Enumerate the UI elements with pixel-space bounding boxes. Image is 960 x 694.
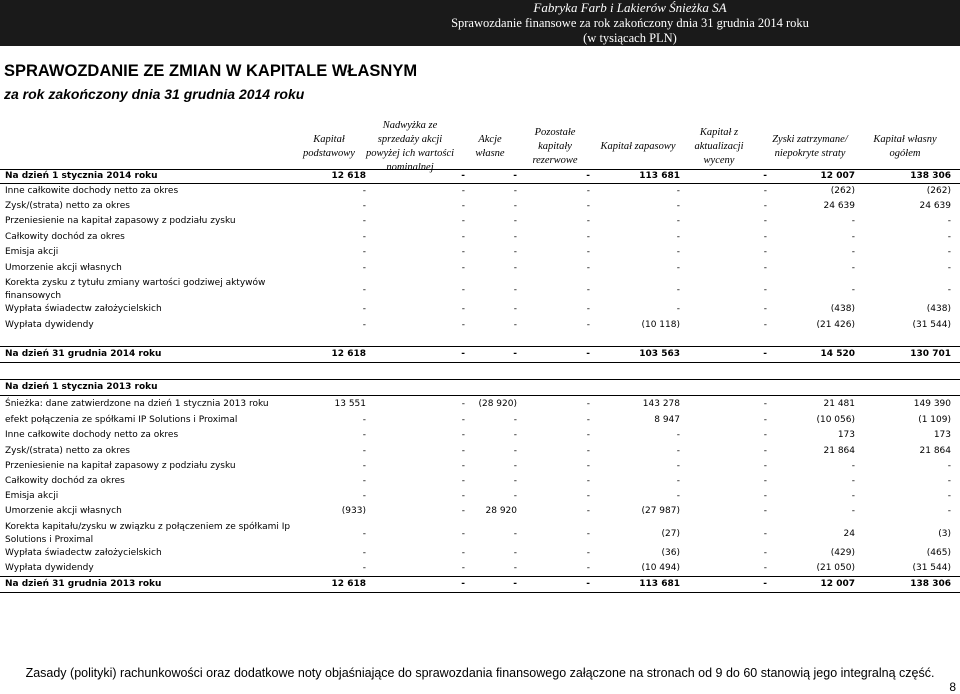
table-cell: 8 947 xyxy=(654,415,680,425)
column-header: Zyski zatrzymane/ niepokryte straty xyxy=(772,134,848,159)
table-cell: - xyxy=(947,232,951,242)
table-cell: - xyxy=(676,285,680,295)
table-cell: - xyxy=(586,232,590,242)
table-cell: (3) xyxy=(938,529,951,539)
row-label: Wypłata świadectw założycielskich xyxy=(5,304,162,314)
report-subtitle: Sprawozdanie finansowe za rok zakończony dnia 31 grudnia 2014 roku xyxy=(451,16,809,30)
row-label: Wypłata dywidendy xyxy=(5,563,94,573)
table-cell: - xyxy=(676,186,680,196)
table-cell: (10 494) xyxy=(641,563,680,573)
table-cell: - xyxy=(851,263,855,273)
table-cell: - xyxy=(461,247,465,257)
table-rule xyxy=(0,592,960,593)
row-label: Zysk/(strata) netto za okres xyxy=(5,446,130,456)
table-cell: - xyxy=(586,320,590,330)
company-name: Fabryka Farb i Lakierów Śnieżka SA xyxy=(533,0,727,15)
table-rule xyxy=(0,379,960,380)
table-cell: (465) xyxy=(926,548,951,558)
table-cell: 21 864 xyxy=(919,446,951,456)
table-row xyxy=(0,276,960,304)
table-row xyxy=(0,199,960,214)
table-cell: - xyxy=(513,232,517,242)
table-cell: 173 xyxy=(837,430,855,440)
report-header-band xyxy=(0,0,960,46)
table-cell: 12 007 xyxy=(820,171,855,181)
table-cell: - xyxy=(763,491,767,501)
column-header: Kapitał podstawowy xyxy=(303,134,355,159)
table-cell: - xyxy=(763,263,767,273)
table-cell: - xyxy=(676,263,680,273)
table-cell: - xyxy=(763,506,767,516)
table-rule xyxy=(0,362,960,363)
table-cell: 130 701 xyxy=(910,349,951,359)
row-label: Umorzenie akcji własnych xyxy=(5,506,122,516)
table-cell: 28 920 xyxy=(485,506,517,516)
column-header: Kapitał zapasowy xyxy=(600,141,676,152)
table-row xyxy=(0,245,960,260)
table-cell: - xyxy=(586,506,590,516)
table-cell: (933) xyxy=(341,506,366,516)
row-label: Inne całkowite dochody netto za okres xyxy=(5,430,179,440)
table-row xyxy=(0,561,960,576)
table-cell: - xyxy=(676,201,680,211)
table-cell: - xyxy=(461,186,465,196)
table-cell: - xyxy=(461,285,465,295)
table-row xyxy=(0,428,960,443)
table-cell: - xyxy=(362,563,366,573)
row-label: Inne całkowite dochody netto za okres xyxy=(5,186,179,196)
statement-title: SPRAWOZDANIE ZE ZMIAN W KAPITALE WŁASNYM xyxy=(4,62,418,80)
table-cell: (28 920) xyxy=(478,399,517,409)
table-cell: - xyxy=(461,415,465,425)
table-cell: - xyxy=(513,171,517,181)
table-cell: - xyxy=(851,216,855,226)
table-row xyxy=(0,184,960,199)
row-label xyxy=(5,521,290,547)
table-cell: - xyxy=(763,186,767,196)
table-cell: 12 618 xyxy=(331,579,366,589)
table-cell: - xyxy=(676,446,680,456)
table-cell: - xyxy=(461,506,465,516)
table-cell: 149 390 xyxy=(913,399,951,409)
table-cell: - xyxy=(947,476,951,486)
table-cell: - xyxy=(513,349,517,359)
column-header: Akcje własne xyxy=(475,134,505,159)
table-cell: (10 118) xyxy=(641,320,680,330)
row-label: Wypłata dywidendy xyxy=(5,320,94,330)
table-cell: - xyxy=(362,320,366,330)
table-cell: - xyxy=(513,285,517,295)
table-cell: (438) xyxy=(926,304,951,314)
table-cell: (262) xyxy=(830,186,855,196)
column-header: Pozostałe kapitały rezerwowe xyxy=(532,127,578,166)
table-cell: (438) xyxy=(830,304,855,314)
table-cell: 12 618 xyxy=(331,171,366,181)
table-cell: - xyxy=(586,349,590,359)
table-cell: - xyxy=(362,476,366,486)
table-cell: - xyxy=(676,232,680,242)
table-cell: (36) xyxy=(661,548,680,558)
table-cell: - xyxy=(513,304,517,314)
table-cell: - xyxy=(586,263,590,273)
table-cell: 21 481 xyxy=(823,399,855,409)
table-cell: - xyxy=(513,529,517,539)
row-label: Emisja akcji xyxy=(5,247,59,257)
table-cell: - xyxy=(676,491,680,501)
table-cell: - xyxy=(763,201,767,211)
table-cell: - xyxy=(586,171,590,181)
table-cell: - xyxy=(461,232,465,242)
table-cell: - xyxy=(851,491,855,501)
table-cell: - xyxy=(362,446,366,456)
row-label-line: Solutions i Proximal xyxy=(5,535,94,545)
table-cell: - xyxy=(947,491,951,501)
row-label: Przeniesienie na kapitał zapasowy z podziału zysku xyxy=(5,216,236,226)
row-label: Umorzenie akcji własnych xyxy=(5,263,122,273)
table-cell: - xyxy=(513,579,517,589)
table-cell: - xyxy=(461,563,465,573)
table-rule xyxy=(0,576,960,577)
table-cell: - xyxy=(461,399,465,409)
table-cell: - xyxy=(513,476,517,486)
table-cell: 138 306 xyxy=(910,171,951,181)
table-cell: - xyxy=(513,491,517,501)
table-cell: (27) xyxy=(661,529,680,539)
table-cell: - xyxy=(461,320,465,330)
table-cell: - xyxy=(461,216,465,226)
table-row xyxy=(0,577,960,592)
table-cell: - xyxy=(676,247,680,257)
table-cell: - xyxy=(586,304,590,314)
table-cell: - xyxy=(362,263,366,273)
table-cell: - xyxy=(586,563,590,573)
row-label: Wypłata świadectw założycielskich xyxy=(5,548,162,558)
table-row xyxy=(0,214,960,229)
table-rule xyxy=(0,346,960,347)
table-cell: - xyxy=(362,415,366,425)
table-cell: - xyxy=(586,430,590,440)
table-cell: - xyxy=(851,285,855,295)
table-cell: - xyxy=(851,232,855,242)
table-cell: - xyxy=(676,304,680,314)
table-cell: - xyxy=(851,506,855,516)
table-cell: - xyxy=(763,232,767,242)
table-row xyxy=(0,413,960,428)
table-cell: - xyxy=(586,548,590,558)
table-cell: - xyxy=(763,529,767,539)
table-cell: - xyxy=(362,304,366,314)
row-label: Emisja akcji xyxy=(5,491,59,501)
table-cell: - xyxy=(851,247,855,257)
table-cell: (262) xyxy=(926,186,951,196)
table-cell: - xyxy=(586,491,590,501)
table-cell: - xyxy=(461,430,465,440)
table-cell: 13 551 xyxy=(334,399,366,409)
table-cell: 103 563 xyxy=(639,349,680,359)
row-label-line: Korekta kapitału/zysku w związku z połączeniem ze spółkami Ip xyxy=(5,522,291,532)
table-cell: - xyxy=(461,263,465,273)
table-cell: - xyxy=(763,461,767,471)
table-cell: - xyxy=(763,446,767,456)
table-cell: - xyxy=(586,415,590,425)
table-cell: 113 681 xyxy=(639,171,680,181)
table-cell: 12 007 xyxy=(820,579,855,589)
table-cell: - xyxy=(586,579,590,589)
table-cell: - xyxy=(947,285,951,295)
row-label: Całkowity dochód za okres xyxy=(5,232,125,242)
table-row xyxy=(0,347,960,362)
table-cell: 12 618 xyxy=(331,349,366,359)
table-cell: - xyxy=(947,263,951,273)
table-cell: 24 xyxy=(843,529,855,539)
table-cell: - xyxy=(586,201,590,211)
table-rule xyxy=(0,169,960,170)
row-label: Zysk/(strata) netto za okres xyxy=(5,201,130,211)
table-cell: - xyxy=(362,232,366,242)
table-cell: - xyxy=(513,430,517,440)
row-label: Na dzień 1 stycznia 2014 roku xyxy=(5,171,158,181)
table-cell: - xyxy=(362,216,366,226)
table-cell: - xyxy=(763,430,767,440)
row-label-line: Korekta zysku z tytułu zmiany wartości godziwej aktywów xyxy=(5,278,266,288)
page-number: 8 xyxy=(949,680,956,694)
table-cell: (429) xyxy=(830,548,855,558)
table-cell: (21 050) xyxy=(816,563,855,573)
table-cell: - xyxy=(586,529,590,539)
table-cell: (21 426) xyxy=(816,320,855,330)
table-cell: - xyxy=(362,285,366,295)
table-cell: - xyxy=(513,415,517,425)
table-cell: - xyxy=(461,491,465,501)
table-cell: - xyxy=(362,430,366,440)
table-cell: 21 864 xyxy=(823,446,855,456)
table-cell: - xyxy=(513,320,517,330)
table-cell: 24 639 xyxy=(919,201,951,211)
table-rule xyxy=(0,183,960,184)
table-cell: - xyxy=(586,247,590,257)
table-cell: - xyxy=(461,349,465,359)
table-cell: - xyxy=(461,171,465,181)
table-cell: - xyxy=(513,446,517,456)
row-label xyxy=(5,277,265,303)
table-row xyxy=(0,474,960,489)
table-cell: - xyxy=(461,304,465,314)
table-cell: - xyxy=(586,285,590,295)
currency-unit: (w tysiącach PLN) xyxy=(583,31,677,45)
table-cell: - xyxy=(676,430,680,440)
table-cell: - xyxy=(763,285,767,295)
table-cell: - xyxy=(586,476,590,486)
table-row xyxy=(0,489,960,504)
table-row xyxy=(0,459,960,474)
table-cell: - xyxy=(676,476,680,486)
row-label: Na dzień 31 grudnia 2013 roku xyxy=(5,579,162,589)
row-label: Całkowity dochód za okres xyxy=(5,476,125,486)
table-cell: - xyxy=(586,461,590,471)
table-cell: - xyxy=(513,563,517,573)
table-cell: - xyxy=(676,461,680,471)
table-cell: - xyxy=(947,506,951,516)
table-cell: 173 xyxy=(933,430,951,440)
table-cell: - xyxy=(461,201,465,211)
table-cell: - xyxy=(947,461,951,471)
row-label: Przeniesienie na kapitał zapasowy z podziału zysku xyxy=(5,461,236,471)
table-cell: - xyxy=(461,579,465,589)
table-cell: - xyxy=(513,216,517,226)
table-cell: - xyxy=(851,476,855,486)
table-cell: - xyxy=(586,216,590,226)
table-row xyxy=(0,504,960,519)
row-label: efekt połączenia ze spółkami IP Solutions i Proximal xyxy=(5,415,238,425)
table-cell: - xyxy=(763,579,767,589)
table-cell: (31 544) xyxy=(912,320,951,330)
table-cell: - xyxy=(461,461,465,471)
table-cell: - xyxy=(362,461,366,471)
column-header: Nadwyżka ze sprzedaży akcji powyżej ich wartości nominalnej xyxy=(365,120,455,173)
table-cell: - xyxy=(851,461,855,471)
footer-note: Zasady (polityki) rachunkowości oraz dodatkowe noty objaśniające do sprawozdania finansowego załączone na stronach od 9 do 60 stanowią jego integralną część. xyxy=(25,666,935,680)
row-label: Na dzień 31 grudnia 2014 roku xyxy=(5,349,162,359)
table-row xyxy=(0,520,960,548)
row-label: Śnieżka: dane zatwierdzone na dzień 1 stycznia 2013 roku xyxy=(5,399,269,409)
table-cell: - xyxy=(763,399,767,409)
table-cell: - xyxy=(763,415,767,425)
table-cell: (27 987) xyxy=(641,506,680,516)
table-row xyxy=(0,230,960,245)
column-header: Kapitał z aktualizacji wyceny xyxy=(694,127,744,166)
table-cell: - xyxy=(362,529,366,539)
section-heading: Na dzień 1 stycznia 2013 roku xyxy=(5,382,158,392)
table-cell: (1 109) xyxy=(918,415,951,425)
table-cell: 24 639 xyxy=(823,201,855,211)
table-cell: - xyxy=(676,216,680,226)
table-cell: - xyxy=(513,461,517,471)
table-cell: - xyxy=(763,171,767,181)
table-rule xyxy=(0,395,960,396)
table-cell: - xyxy=(362,491,366,501)
table-cell: - xyxy=(362,201,366,211)
table-row xyxy=(0,397,960,412)
row-label-line: finansowych xyxy=(5,291,62,301)
table-cell: - xyxy=(513,263,517,273)
table-cell: - xyxy=(461,446,465,456)
table-row xyxy=(0,546,960,561)
table-cell: - xyxy=(763,349,767,359)
table-cell: - xyxy=(513,247,517,257)
table-cell: - xyxy=(763,216,767,226)
table-cell: - xyxy=(586,399,590,409)
table-cell: (10 056) xyxy=(816,415,855,425)
table-row xyxy=(0,302,960,317)
table-cell: - xyxy=(763,304,767,314)
table-cell: - xyxy=(513,201,517,211)
table-cell: - xyxy=(461,529,465,539)
table-cell: 143 278 xyxy=(642,399,680,409)
statement-period: za rok zakończony dnia 31 grudnia 2014 roku xyxy=(4,86,305,102)
table-cell: - xyxy=(763,320,767,330)
table-cell: 14 520 xyxy=(820,349,855,359)
column-header: Kapitał własny ogółem xyxy=(873,134,937,159)
table-cell: - xyxy=(461,476,465,486)
table-row xyxy=(0,169,960,184)
table-cell: - xyxy=(763,476,767,486)
table-cell: - xyxy=(461,548,465,558)
table-cell: - xyxy=(763,247,767,257)
table-cell: - xyxy=(513,186,517,196)
table-row xyxy=(0,261,960,276)
table-cell: - xyxy=(362,548,366,558)
table-row xyxy=(0,444,960,459)
table-row xyxy=(0,318,960,333)
table-cell: - xyxy=(586,186,590,196)
table-cell: - xyxy=(763,548,767,558)
table-cell: - xyxy=(362,186,366,196)
table-cell: - xyxy=(947,247,951,257)
table-cell: - xyxy=(947,216,951,226)
table-cell: - xyxy=(513,548,517,558)
table-cell: 113 681 xyxy=(639,579,680,589)
table-cell: 138 306 xyxy=(910,579,951,589)
table-cell: - xyxy=(362,247,366,257)
table-cell: - xyxy=(763,563,767,573)
table-cell: (31 544) xyxy=(912,563,951,573)
table-cell: - xyxy=(586,446,590,456)
